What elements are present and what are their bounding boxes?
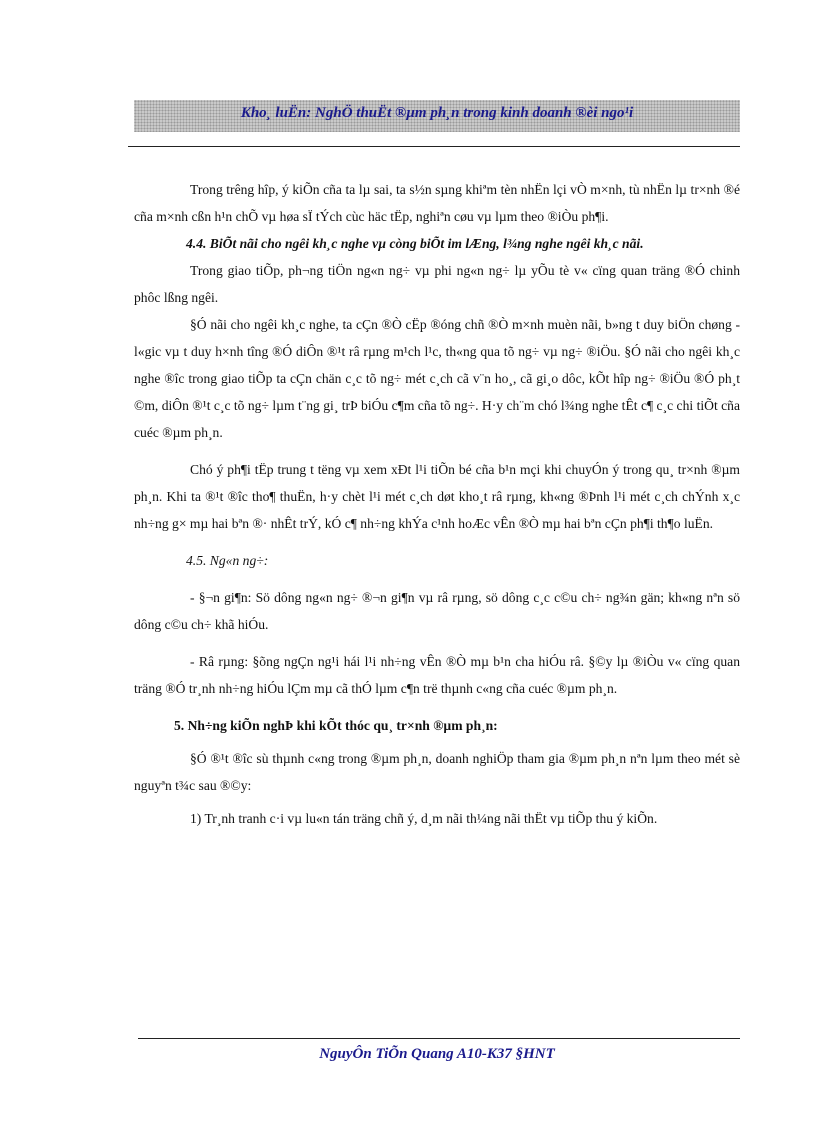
footer-title: NguyÔn TiÕn Quang A10-K37 §HNT xyxy=(319,1046,555,1062)
header-rule xyxy=(128,146,740,147)
paragraph-communication: Trong giao tiÕp, ph¬ng tiÖn ng«n ng÷ vµ phi ng«n ng÷ lµ yÕu tè v« cïng quan träng ®Ó chinh phôc lßng ngêi. xyxy=(134,263,740,305)
list-item-simple: - §¬n gi¶n: Sö dông ng«n ng÷ ®¬n gi¶n vµ râ rµng, sö dông c¸c c©u ch÷ ng¾n gän; kh«ng nªn sö dông c©u ch÷ khã hiÓu. xyxy=(134,590,740,632)
paragraph-attention: Chó ý ph¶i tËp trung t tëng vµ xem xÐt l¹i tiÕn bé cña b¹n mçi khi chuyÓn ý trong qu¸ tr×nh ®µm ph¸n. Khi ta ®¹t ®îc tho¶ thuËn, h·y chèt l¹i mét c¸ch døt kho¸t râ rµng, kh«ng ®Þnh l¹i mét c¸ch chÝnh x¸c nh÷ng g× mµ hai bªn ®· nhÊt trÝ, kÓ c¶ nh÷ng khÝa c¹nh hoÆc vÊn ®Ò mµ hai bªn cÇn ph¶i th¶o luËn. xyxy=(134,462,740,531)
section-heading-4-5: 4.5. Ng«n ng÷: xyxy=(186,553,269,568)
footer-rule xyxy=(138,1038,740,1039)
list-item-clear: - Râ rµng: §õng ngÇn ng¹i hái l¹i nh÷ng vÊn ®Ò mµ b¹n cha hiÓu râ. §©y lµ ®iÒu v« cïng quan träng ®Ó tr¸nh nh÷ng hiÓu lÇm mµ cã thÓ lµm c¶n trë thµnh c«ng cña cuéc ®µm ph¸n. xyxy=(134,654,740,696)
paragraph-intro: Trong trêng hîp, ý kiÕn cña ta lµ sai, ta s½n sµng khiªm tèn nhËn lçi vÒ m×nh, tù nhËn lµ tr×nh ®é cña m×nh cßn h¹n chÕ vµ høa sÏ tÝch cùc häc tËp, nghiªn cøu vµ lµm theo ®iÒu ph¶i. xyxy=(134,182,740,224)
section-heading-4-4: 4.4. BiÕt nãi cho ngêi kh¸c nghe vµ còng biÕt im lÆng, l¾ng nghe ngêi kh¸c nãi. xyxy=(186,236,644,251)
header-title: Kho¸ luËn: NghÖ thuËt ®µm ph¸n trong kinh doanh ®èi ngo¹i xyxy=(240,105,634,121)
list-item-1: 1) Tr¸nh tranh c·i vµ lu«n tán träng chñ ý, d¸m nãi th¼ng nãi thËt vµ tiÕp thu ý kiÕn. xyxy=(190,811,658,826)
document-body xyxy=(134,176,740,832)
paragraph-speaking: §Ó nãi cho ngêi kh¸c nghe, ta cÇn ®Ò cËp ®óng chñ ®Ò m×nh muèn nãi, b»ng t duy biÖn chøng - l«gic vµ t duy h×nh tîng ®Ó diÔn ®¹t râ rµng m¹ch l¹c, th«ng qua tõ ng÷ vµ ng÷ ®iÖu. §Ó nãi cho ngêi kh¸c nghe ®îc trong giao tiÕp ta cÇn chän c¸c tõ ng÷ mét c¸ch cã v¨n ho¸, cã gi¸o dôc, kÕt hîp ng÷ ®iÖu ®Ó ph¸t ©m, diÔn ®¹t c¸c tõ ng÷ lµm t¨ng gi¸ trÞ biÓu c¶m cña tõ ng÷. H·y ch¨m chó l¾ng nghe tÊt c¶ c¸c chi tiÕt cña cuéc ®µm ph¸n. xyxy=(134,317,740,440)
section-heading-5: 5. Nh÷ng kiÕn nghÞ khi kÕt thóc qu¸ tr×nh ®µm ph¸n: xyxy=(174,718,498,733)
header-band xyxy=(134,100,740,132)
paragraph-principles: §Ó ®¹t ®îc sù thµnh c«ng trong ®µm ph¸n, doanh nghiÖp tham gia ®µm ph¸n nªn lµm theo mét sè nguyªn t¾c sau ®©y: xyxy=(134,751,740,793)
